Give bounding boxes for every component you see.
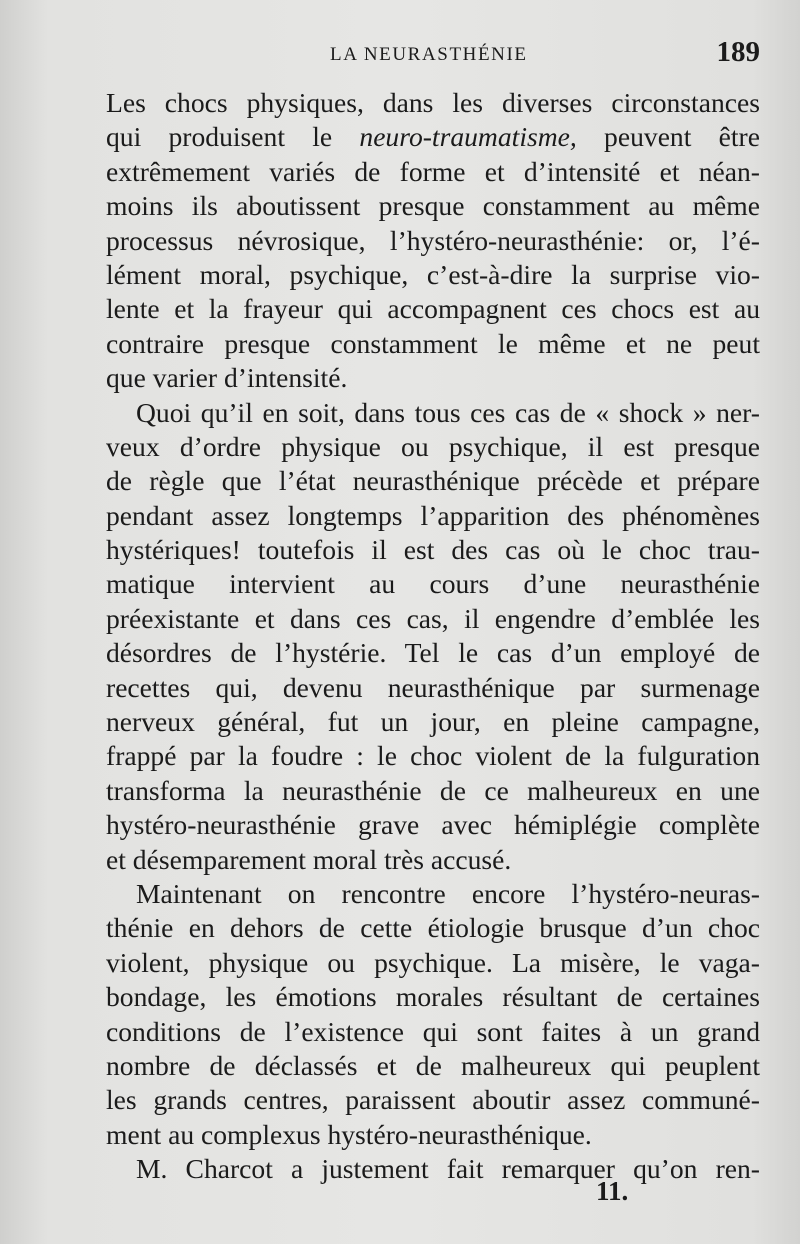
text-segment: Les chocs physiques, dans les diverses circonstances	[106, 87, 760, 118]
text-segment: Quoi qu’il en soit, dans tous ces cas de « shock » ner-	[136, 396, 760, 428]
text-line	[106, 877, 760, 911]
text-segment: que varier d’intensité.	[106, 362, 348, 394]
signature-mark: 11.	[596, 1176, 629, 1206]
text-line	[106, 189, 760, 223]
text-line	[106, 808, 760, 842]
text-segment: ment au complexus hystéro-neurasthénique.	[106, 1118, 592, 1150]
text-segment: frappé par la foudre : le choc violent de la fulguration	[106, 740, 760, 772]
text-segment: bondage, les émotions morales résultant de certaines	[106, 981, 760, 1013]
text-segment: lente et la frayeur qui accompagnent ces chocs est au	[106, 293, 760, 325]
text-segment: extrêmement variés de forme et d’intensité et néan-	[106, 155, 760, 187]
text-line	[106, 361, 760, 395]
text-segment: pendant assez longtemps l’apparition des phénomènes	[106, 499, 760, 531]
text-segment: désordres de l’hystérie. Tel le cas d’un employé de	[106, 637, 760, 669]
text-line	[106, 739, 760, 773]
text-segment: peuvent être	[576, 121, 760, 153]
text-segment: qui produisent le	[106, 121, 360, 153]
text-segment: matique intervient au cours d’une neurasthénie	[106, 568, 760, 600]
text-segment: violent, physique ou psychique. La misère, le vaga-	[106, 946, 760, 978]
text-line	[106, 567, 760, 601]
text-line	[106, 86, 760, 120]
text-segment: recettes qui, devenu neurasthénique par surmenage	[106, 671, 760, 703]
text-line	[106, 533, 760, 567]
body-text	[106, 86, 760, 1187]
text-segment: nerveux général, fut un jour, en pleine campagne,	[106, 706, 760, 738]
text-segment: nombre de déclassés et de malheureux qui peuplent	[106, 1049, 760, 1081]
text-line	[106, 602, 760, 636]
text-line	[106, 705, 760, 739]
text-line	[106, 430, 760, 464]
text-line	[106, 671, 760, 705]
text-line	[106, 1049, 760, 1083]
text-segment: préexistante et dans ces cas, il engendre d’emblée les	[106, 602, 760, 634]
page-number: 189	[716, 36, 760, 68]
text-segment: les grands centres, paraissent aboutir assez communé-	[106, 1084, 760, 1116]
text-segment: processus névrosique, l’hystéro-neurasthénie: or, l’é-	[106, 224, 760, 256]
text-line	[106, 911, 760, 945]
text-segment: contraire presque constamment le même et ne peut	[106, 327, 760, 359]
italic-term: neuro-traumatisme,	[359, 121, 577, 153]
text-segment: hystéro-neurasthénie grave avec hémiplégie complète	[106, 809, 760, 841]
text-line	[106, 774, 760, 808]
text-segment: et désemparement moral très accusé.	[106, 843, 512, 875]
text-line	[106, 1118, 760, 1152]
text-line	[106, 1083, 760, 1117]
text-segment: veux d’ordre physique ou psychique, il est presque	[106, 430, 760, 462]
text-line	[106, 1015, 760, 1049]
text-segment: lément moral, psychique, c’est-à-dire la surprise vio-	[106, 258, 760, 290]
text-line	[106, 1152, 760, 1186]
text-line	[106, 327, 760, 361]
text-segment: de règle que l’état neurasthénique précède et prépare	[106, 465, 760, 497]
text-line	[106, 499, 760, 533]
text-segment: conditions de l’existence qui sont faites à un grand	[106, 1015, 760, 1047]
page-header	[106, 38, 760, 72]
text-line	[106, 292, 760, 326]
text-segment: moins ils aboutissent presque constamment au même	[106, 190, 760, 222]
text-line	[106, 258, 760, 292]
text-line	[106, 636, 760, 670]
text-line	[106, 120, 760, 154]
running-title: LA NEURASTHÉNIE	[330, 44, 528, 65]
text-line	[106, 946, 760, 980]
text-segment: hystériques! toutefois il est des cas où le choc trau-	[106, 534, 760, 566]
text-line	[106, 155, 760, 189]
text-segment: thénie en dehors de cette étiologie brusque d’un choc	[106, 912, 760, 944]
text-line	[106, 224, 760, 258]
text-line	[106, 980, 760, 1014]
text-segment: M. Charcot a justement fait remarquer qu’on ren-	[136, 1153, 760, 1185]
text-segment: Maintenant on rencontre encore l’hystéro-neuras-	[136, 877, 760, 909]
text-line	[106, 396, 760, 430]
text-segment: transforma la neurasthénie de ce malheureux en une	[106, 774, 760, 806]
text-line	[106, 464, 760, 498]
text-line	[106, 843, 760, 877]
